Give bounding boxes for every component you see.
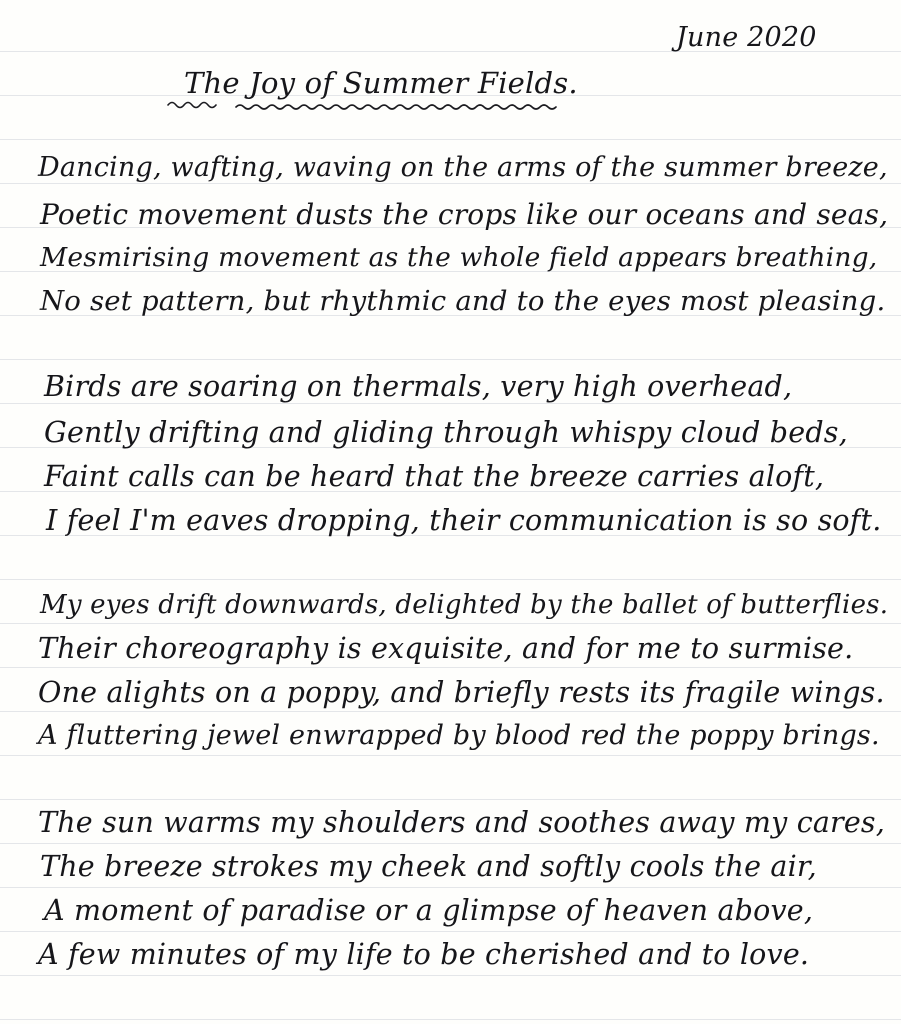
poem-line: The breeze strokes my cheek and softly cools the air, — [40, 850, 817, 883]
poem-line: Faint calls can be heard that the breeze carries aloft, — [44, 460, 825, 493]
title-block — [166, 66, 606, 126]
poem-line: My eyes drift downwards, delighted by the ballet of butterflies. — [40, 590, 889, 620]
poem-line: I feel I'm eaves dropping, their communication is so soft. — [46, 504, 882, 537]
date: June 2020 — [676, 22, 817, 53]
poem-title: The Joy of Summer Fields. — [184, 66, 578, 100]
poem-line: Poetic movement dusts the crops like our oceans and seas, — [40, 198, 889, 231]
poem-line: Their choreography is exquisite, and for me to surmise. — [38, 632, 854, 665]
poem-line: A fluttering jewel enwrapped by blood red the poppy brings. — [38, 720, 880, 751]
title-wavy-underline — [166, 99, 606, 115]
poem-line: A moment of paradise or a glimpse of heaven above, — [44, 894, 814, 927]
poem-line: No set pattern, but rhythmic and to the eyes most pleasing. — [40, 285, 886, 317]
poem-line: Birds are soaring on thermals, very high overhead, — [44, 370, 793, 403]
poem-line: One alights on a poppy, and briefly rests its fragile wings. — [38, 676, 885, 709]
poem-line: Gently drifting and gliding through whispy cloud beds, — [44, 416, 848, 449]
poem-line: The sun warms my shoulders and soothes away my cares, — [38, 806, 886, 839]
poem-line: A few minutes of my life to be cherished and to love. — [38, 938, 810, 971]
poem-line: Dancing, wafting, waving on the arms of the summer breeze, — [38, 152, 888, 183]
poem-line: Mesmirising movement as the whole field appears breathing, — [40, 242, 878, 273]
